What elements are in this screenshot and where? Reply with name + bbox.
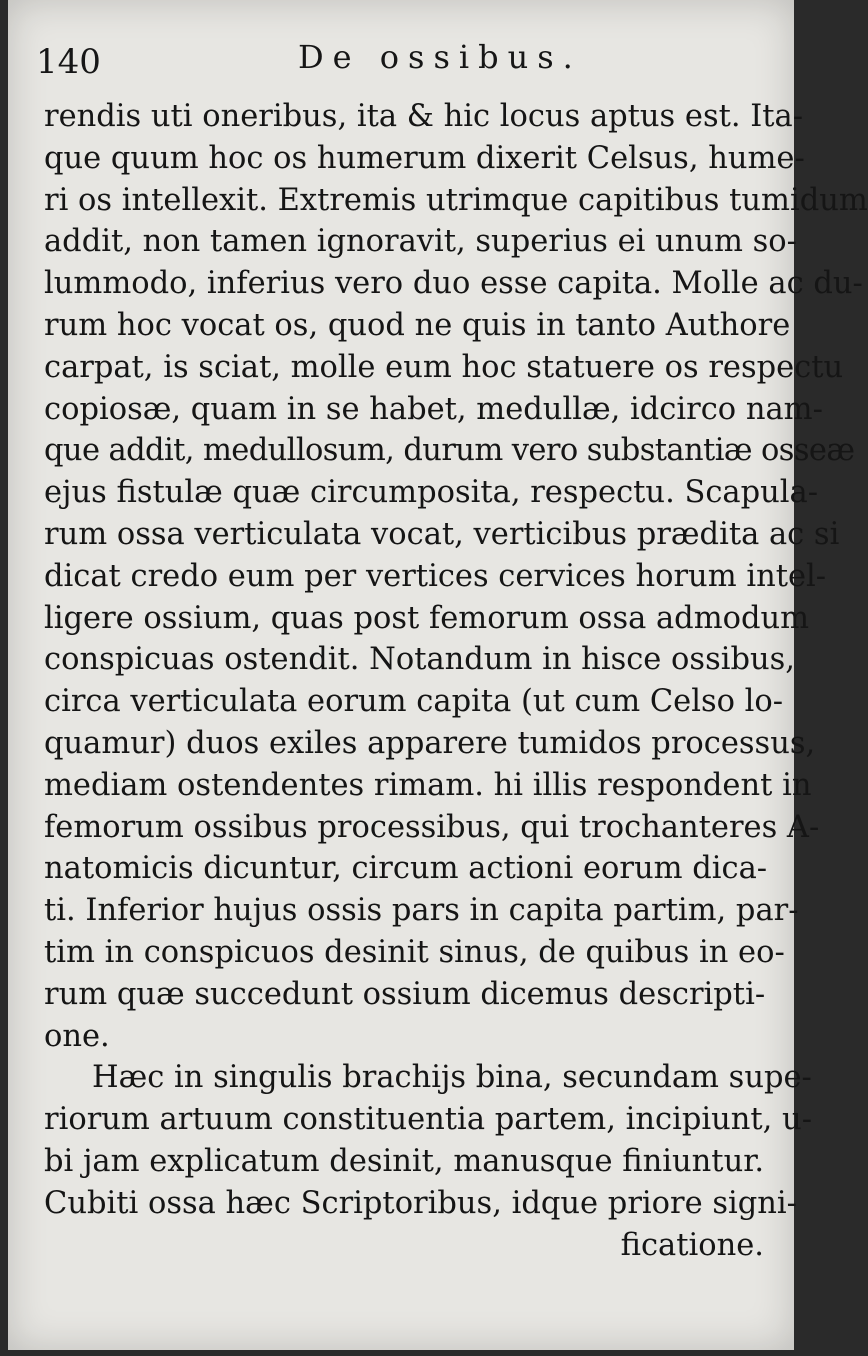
text-line: rum ossa verticulata vocat, verticibus prædita ac si (44, 516, 840, 552)
text-line: one. (44, 1018, 110, 1054)
text-line: carpat, is sciat, molle eum hoc statuere os respectu (44, 349, 844, 385)
paragraph-start-line: Hæc in singulis brachijs bina, secundam supe- (92, 1060, 812, 1096)
text-line: rum quæ succedunt ossium dicemus descripti- (44, 976, 766, 1012)
page-header (36, 38, 766, 90)
text-line: ligere ossium, quas post femorum ossa admodum (44, 600, 810, 636)
text-line: que quum hoc os humerum dixerit Celsus, hume- (44, 140, 805, 176)
running-head: De ossibus. (298, 38, 582, 76)
text-line: circa verticulata eorum capita (ut cum Celso lo- (44, 684, 784, 720)
text-line: riorum artuum constituentia partem, incipiunt, u- (44, 1102, 812, 1138)
text-line: ti. Inferior hujus ossis pars in capita partim, par- (44, 893, 799, 929)
text-line: rendis uti oneribus, ita & hic locus aptus est. Ita- (44, 99, 804, 134)
text-line: lummodo, inferius vero duo esse capita. Molle ac du- (44, 266, 863, 302)
text-line: quamur) duos exiles apparere tumidos processus, (44, 725, 816, 761)
text-line: ejus fistulæ quæ circumposita, respectu. Scapula- (44, 475, 819, 511)
text-line: bi jam explicatum desinit, manusque finiuntur. (44, 1143, 765, 1179)
text-line: ri os intellexit. Extremis utrimque capitibus tumidum (44, 182, 868, 218)
text-line: natomicis dicuntur, circum actioni eorum dica- (44, 851, 768, 887)
text-line: rum hoc vocat os, quod ne quis in tanto Authore (44, 307, 791, 343)
text-line: addit, non tamen ignoravit, superius ei unum so- (44, 224, 797, 260)
body-text (44, 96, 868, 1266)
page-number: 140 (36, 42, 101, 82)
book-page (8, 0, 868, 1350)
text-line: que addit, medullosum, durum vero substantiæ osseæ (44, 433, 855, 469)
text-line: copiosæ, quam in se habet, medullæ, idcirco nam- (44, 391, 823, 427)
text-line: conspicuas ostendit. Notandum in hisce ossibus, (44, 642, 795, 678)
catchword-line: ficatione. (620, 1227, 764, 1263)
text-line: femorum ossibus processibus, qui trochanteres A- (44, 809, 820, 845)
text-line: dicat credo eum per vertices cervices horum intel- (44, 558, 827, 594)
text-line: Cubiti ossa hæc Scriptoribus, idque priore signi- (44, 1185, 797, 1221)
text-line: mediam ostendentes rimam. hi illis respondent in (44, 767, 812, 803)
text-line: tim in conspicuos desinit sinus, de quibus in eo- (44, 934, 785, 970)
